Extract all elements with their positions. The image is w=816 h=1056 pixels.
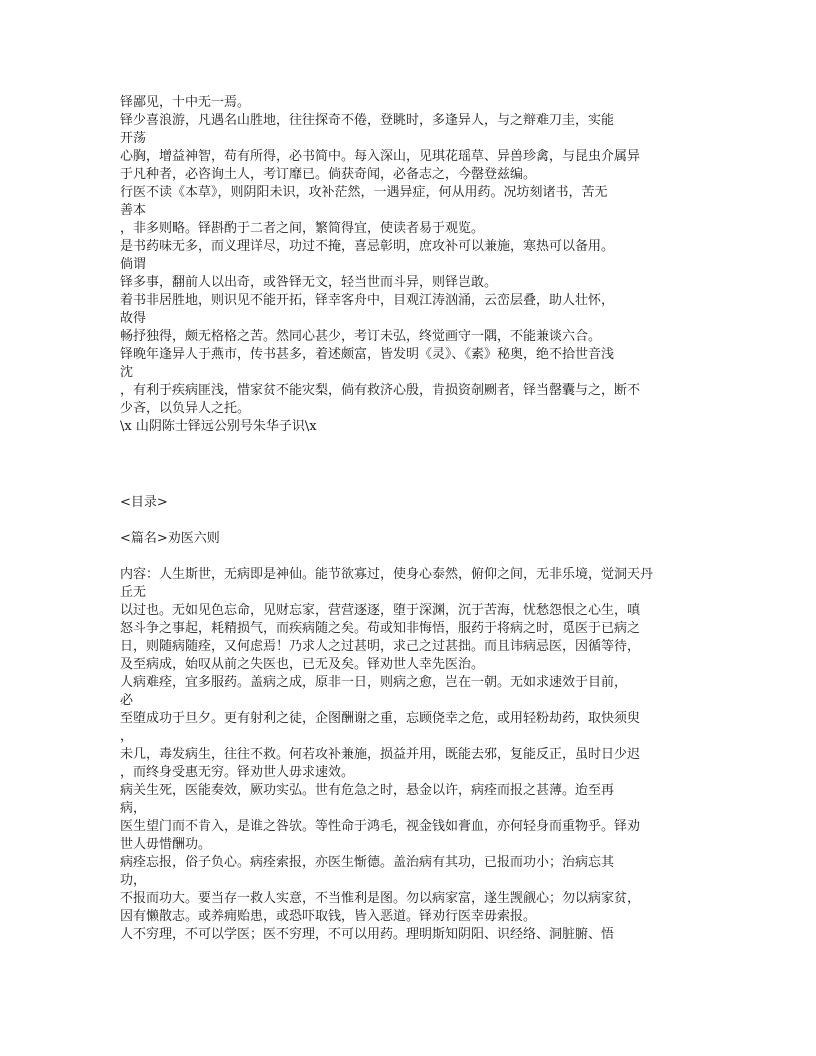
preface-line: 少吝，以负异人之托。 bbox=[120, 401, 251, 416]
body-line: 不报而功大。要当存一救人实意，不当惟利是图。勿以病家富，遂生觊觎心；勿以病家贫， bbox=[120, 891, 641, 906]
body-line: 世人毋惜酬功。 bbox=[120, 837, 212, 852]
preface-line: 是书药味无多，而义理详尽，功过不掩，喜忌彰明，庶攻补可以兼施，寒热可以备用。 bbox=[120, 239, 615, 254]
body-line: 人病难痊，宜多服药。盖病之成，原非一日，则病之愈，岂在一朝。无如求速效于目前， bbox=[120, 675, 628, 690]
preface-line: ，有利于疾病匪浅，惜家贫不能灾梨，倘有救济心殷，肯损资剞劂者，铎当罄囊与之，断不 bbox=[120, 383, 641, 398]
body-line: 未几，毒发病生，往往不救。何若攻补兼施，损益并用，既能去邪，复能反正，虽时日少迟 bbox=[120, 747, 641, 762]
body-line: 丘无 bbox=[120, 585, 147, 600]
body-line: 医生望门而不肯入，是谁之咎欤。等性命于鸿毛，视金钱如膏血，亦何轻身而重物乎。铎劝 bbox=[120, 819, 641, 834]
chapter-heading-text: <篇名>劝医六则 bbox=[120, 531, 220, 546]
body-line: 病痊忘报，俗子负心。病痊索报，亦医生惭德。盖治病有其功，已报而功小；治病忘其 bbox=[120, 855, 615, 870]
preface-line: 畅抒独得，颇无格格之苦。然同心甚少，考订未弘，终觉画守一隅，不能兼谈六合。 bbox=[120, 329, 602, 344]
preface-section bbox=[120, 94, 690, 436]
body-line: ， bbox=[120, 729, 134, 744]
body-line: 内容：人生斯世，无病即是神仙。能节欲寡过，使身心泰然，俯仰之间，无非乐境，觉洞天丹 bbox=[120, 567, 654, 582]
toc-heading-text: <目录> bbox=[120, 495, 168, 510]
preface-line: 铎少喜浪游，凡遇名山胜地，往往探奇不倦，登眺时，多逢异人，与之辩难刀圭，实能 bbox=[120, 113, 615, 128]
preface-line: 铎晚年逢异人于燕市，传书甚多，着述颇富，皆发明《灵》、《素》秘奥，绝不拾世音浅 bbox=[120, 347, 615, 362]
preface-line: \x 山阴陈士铎远公别号朱华子识\x bbox=[120, 419, 317, 434]
body-line: 日，则随病随痊，又何虑焉！乃求人之过甚明，求己之过甚拙。而且讳病忌医，因循等待， bbox=[120, 639, 641, 654]
body-line: 至堕成功于旦夕。更有射利之徒，企图酬谢之重，忘顾侥幸之危，或用轻粉劫药，取快须臾 bbox=[120, 711, 641, 726]
preface-line: 心胸，增益神智，苟有所得，必书简中。每入深山，见琪花瑶草、异兽珍禽，与昆虫介属异 bbox=[120, 149, 641, 164]
body-line: 因有懒散志。或养痈贻患，或恐吓取钱，皆入恶道。铎劝行医幸毋索报。 bbox=[120, 909, 537, 924]
body-line: 以过也。无如见色忘命，见财忘家，营营逐逐，堕于深渊，沉于苦海，忧愁怨恨之心生，嗔 bbox=[120, 603, 641, 618]
body-line: ，而终身受惠无穷。铎劝世人毋求速效。 bbox=[120, 765, 355, 780]
preface-line: 倘谓 bbox=[120, 257, 147, 272]
preface-line: 铎多事，翻前人以出奇，或咎铎无文，轻当世而斗异，则铎岂敢。 bbox=[120, 275, 498, 290]
preface-line: 着书非居胜地，则识见不能开拓，铎幸客舟中，目观江涛汹涌，云峦层叠，助人壮怀， bbox=[120, 293, 615, 308]
body-line: 怒斗争之事起，耗精损气，而疾病随之矣。苟或知非悔悟，服药于将病之时，觅医于已病之 bbox=[120, 621, 641, 636]
body-line: 人不穷理，不可以学医；医不穷理，不可以用药。理明斯知阴阳、识经络、洞脏腑、悟 bbox=[120, 927, 615, 942]
preface-line: 铎鄙见，十中无一焉。 bbox=[120, 95, 251, 110]
chapter-heading bbox=[120, 530, 690, 548]
preface-line: 沈 bbox=[120, 365, 134, 380]
toc-heading bbox=[120, 494, 690, 512]
body-line: 及至病成，始叹从前之失医也，已无及矣。铎劝世人幸先医治。 bbox=[120, 657, 485, 672]
preface-line: ，非多则略。铎斟酌于二者之间，繁简得宜，使读者易于观览。 bbox=[120, 221, 485, 236]
preface-line: 于凡种者，必咨询土人，考订靡已。倘获奇闻，必备志之，今罄登兹编。 bbox=[120, 167, 537, 182]
body-line: 病， bbox=[120, 801, 147, 816]
preface-line: 故得 bbox=[120, 311, 147, 326]
body-line: 功， bbox=[120, 873, 147, 888]
chapter-body bbox=[120, 566, 690, 944]
body-line: 病关生死，医能奏效，厥功实弘。世有危急之时，悬金以许，病痊而报之甚薄。迨至再 bbox=[120, 783, 615, 798]
preface-line: 行医不读《本草》，则阴阳未识，攻补茫然，一遇异症，何从用药。况坊刻诸书，苦无 bbox=[120, 185, 608, 200]
preface-line: 善本 bbox=[120, 203, 147, 218]
body-line: 必 bbox=[120, 693, 134, 708]
preface-line: 开荡 bbox=[120, 131, 147, 146]
